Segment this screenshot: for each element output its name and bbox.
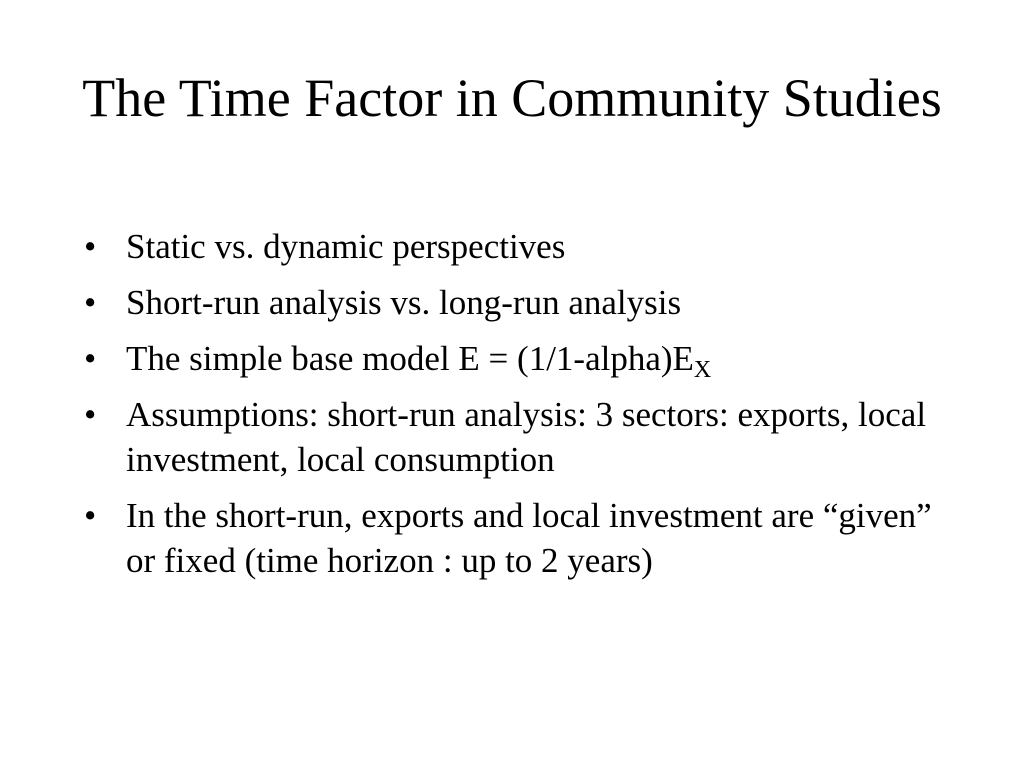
bullet-item-static-dynamic — [84, 224, 944, 269]
bullet-icon: • — [84, 496, 97, 535]
bullet-icon: • — [84, 339, 97, 378]
bullet-item-short-long-run — [84, 280, 944, 325]
bullet-item-base-model — [84, 336, 944, 381]
slide-title: The Time Factor in Community Studies — [82, 68, 942, 128]
bullet-text: The simple base model E = (1/1-alpha)E — [126, 339, 694, 378]
bullet-list — [84, 224, 944, 594]
bullet-text: In the short-run, exports and local investment are “given” or fixed (time horizon : up to 2 years) — [126, 496, 932, 580]
bullet-icon: • — [84, 283, 97, 322]
formula-subscript: X — [693, 357, 712, 383]
bullet-item-assumptions — [84, 392, 944, 482]
bullet-item-short-run-fixed — [84, 493, 944, 583]
bullet-text: Short-run analysis vs. long-run analysis — [126, 283, 682, 322]
bullet-text: Static vs. dynamic perspectives — [126, 227, 566, 266]
bullet-icon: • — [84, 227, 97, 266]
bullet-text: Assumptions: short-run analysis: 3 sectors: exports, local investment, local consumption — [126, 395, 927, 479]
bullet-icon: • — [84, 395, 97, 434]
